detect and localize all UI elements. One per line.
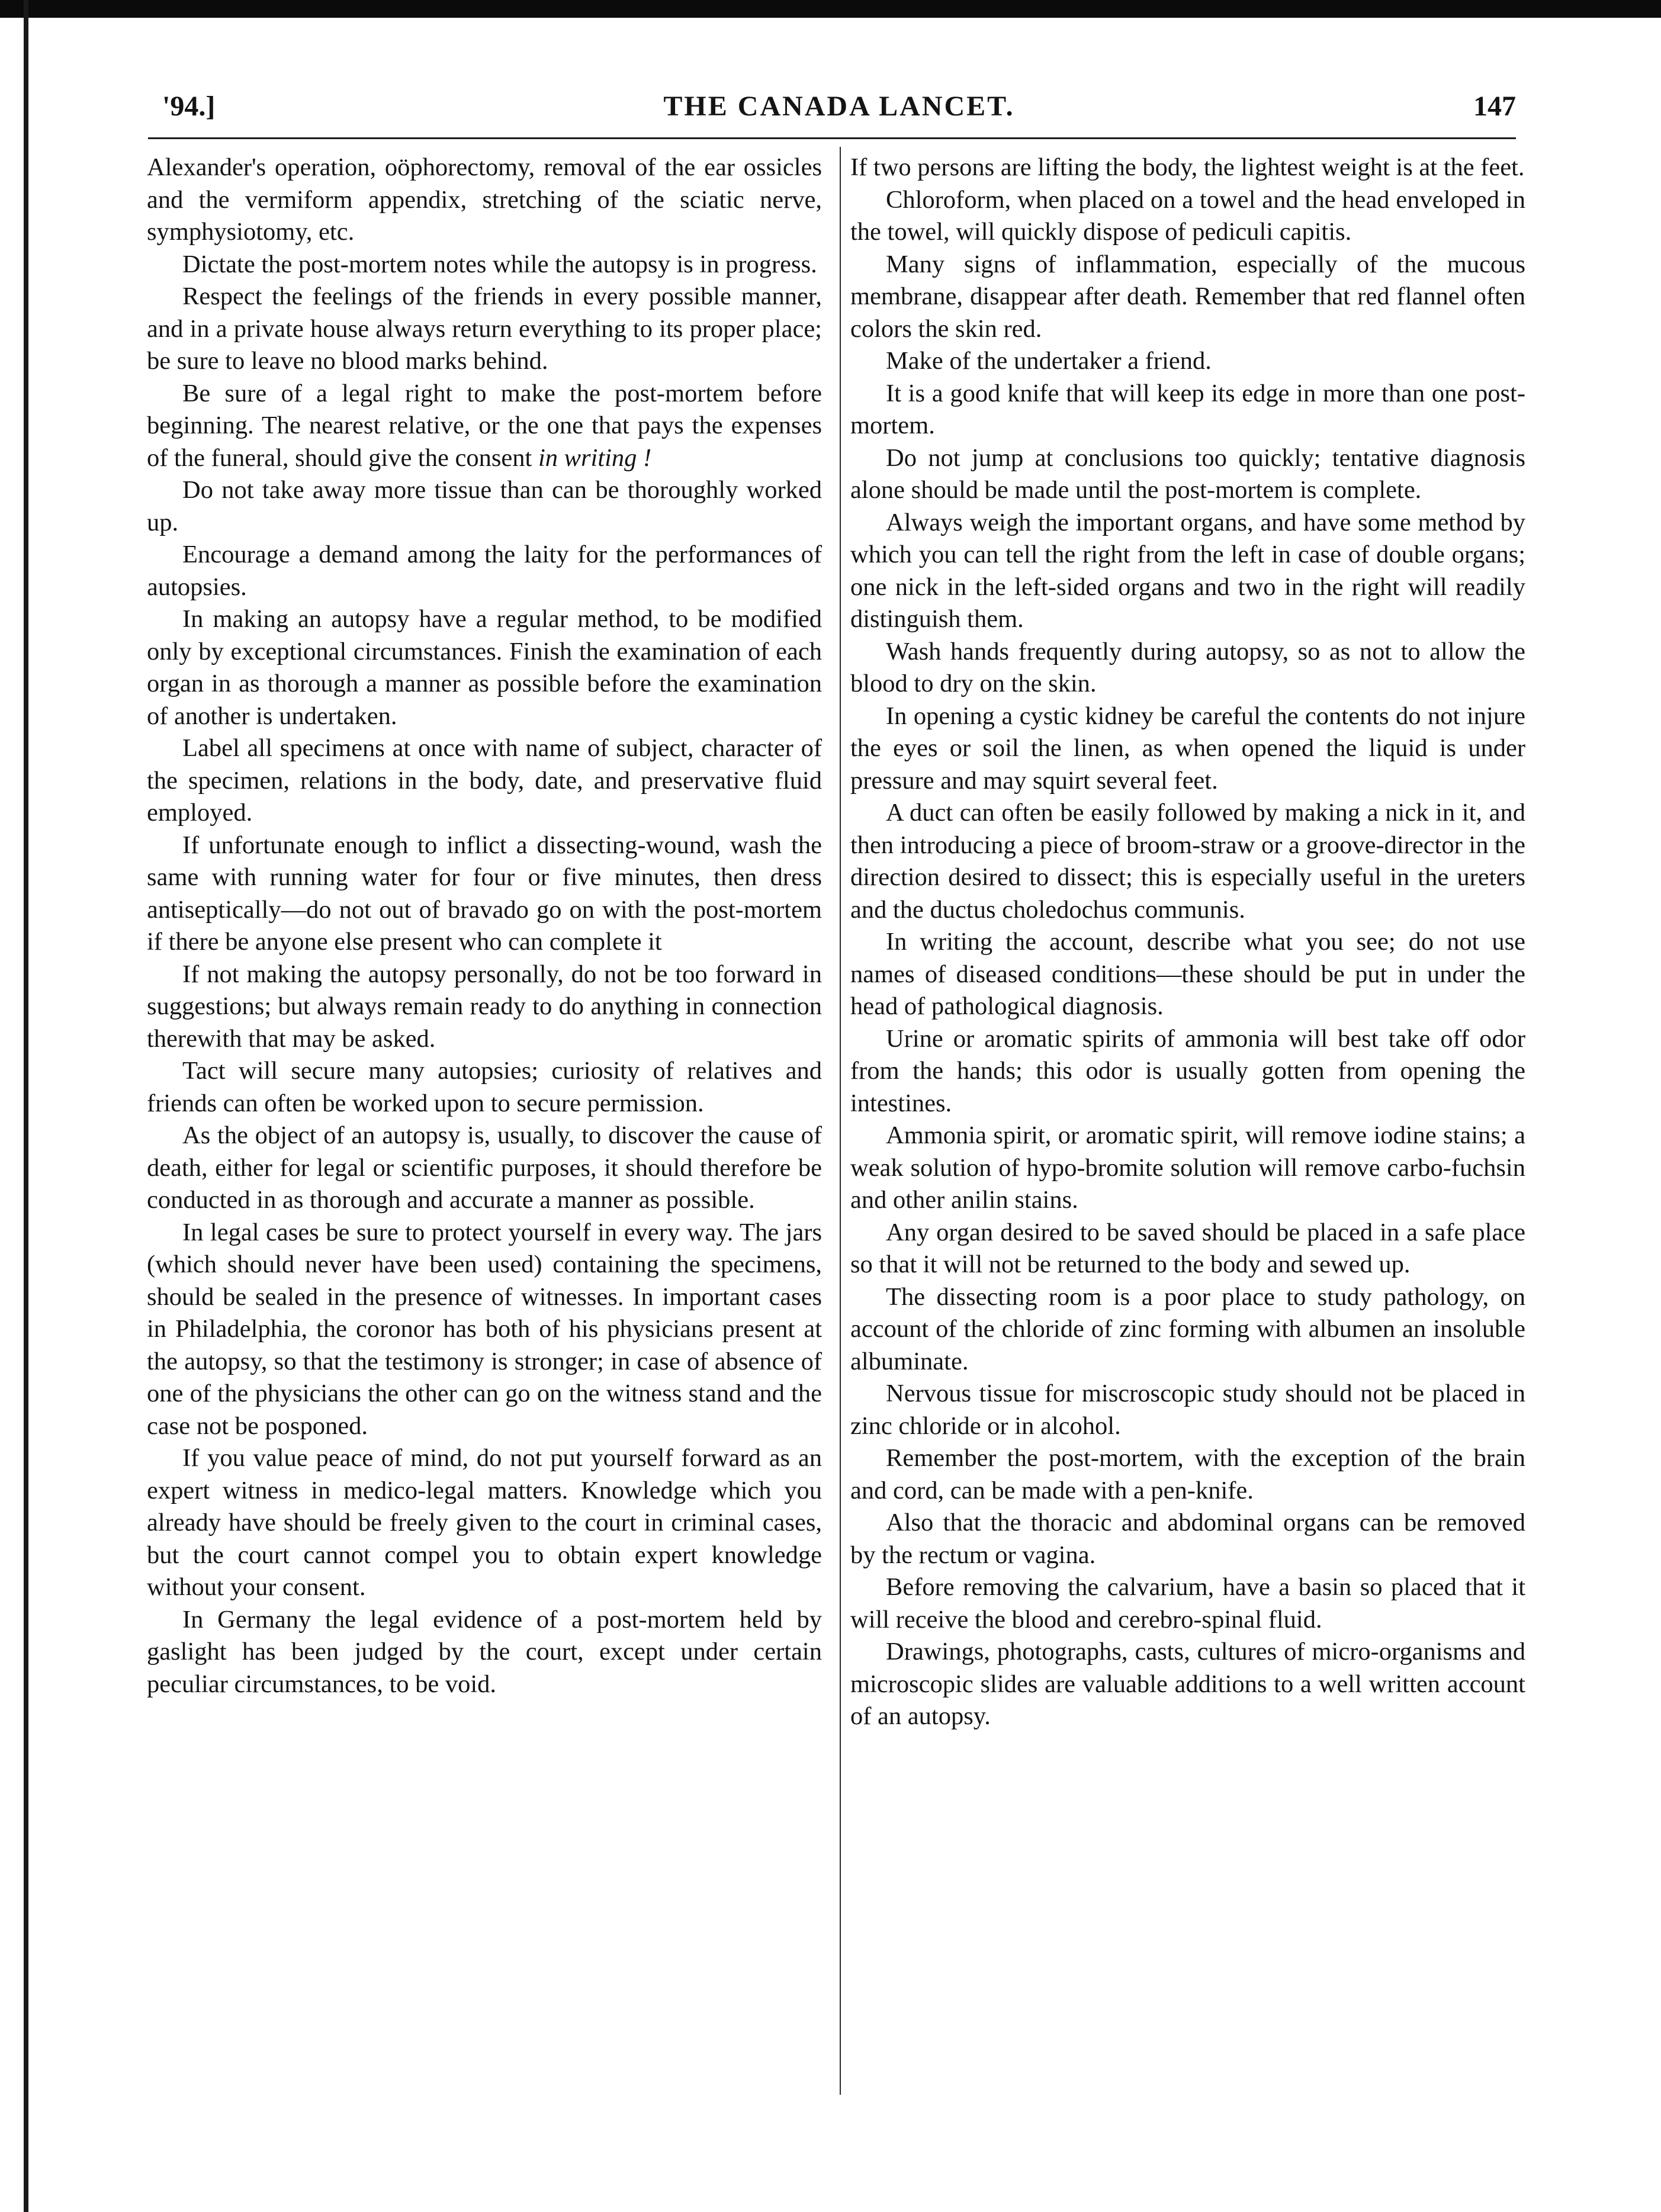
paragraph: Encourage a demand among the laity for the performances of autopsies.: [147, 541, 822, 601]
paragraph-text: Be sure of a legal right to make the post-mortem before beginning. The nearest relative, or the one that pays the expenses of the funeral, should give the consent: [147, 379, 822, 472]
running-header: [162, 83, 1516, 130]
paragraph: In writing the account, describe what you see; do not use names of diseased conditions—these should be put in under the head of pathological diagnosis.: [850, 928, 1525, 1020]
paragraph: Before removing the calvarium, have a basin so placed that it will receive the blood and cerebro-spinal fluid.: [850, 1573, 1525, 1634]
paragraph: Urine or aromatic spirits of ammonia will best take off odor from the hands; this odor is usually gotten from opening the intestines.: [850, 1024, 1525, 1117]
scan-edge-top: [0, 0, 1661, 18]
paragraph: It is a good knife that will keep its edge in more than one post-mortem.: [850, 379, 1525, 439]
paragraph: Label all specimens at once with name of subject, character of the specimen, relations in the body, date, and preservative fluid employed.: [147, 734, 822, 827]
paragraph: A duct can often be easily followed by making a nick in it, and then introducing a piece of broom-straw or a groove-director in the direction desired to dissect; this is especially useful in the ureters and the ductus choledochus communis.: [850, 799, 1526, 924]
right-column: [850, 152, 1525, 1733]
paragraph: Nervous tissue for miscroscopic study should not be placed in zinc chloride or in alcohol.: [850, 1380, 1525, 1440]
paragraph: In Germany the legal evidence of a post-mortem held by gaslight has been judged by the court, except under certain peculiar circumstances, to be void.: [147, 1605, 822, 1698]
emphasis-text: in writing !: [538, 443, 652, 472]
paragraph: Also that the thoracic and abdominal organs can be removed by the rectum or vagina.: [850, 1509, 1525, 1569]
paragraph: Chloroform, when placed on a towel and the head enveloped in the towel, will quickly dispose of pediculi capitis.: [850, 185, 1525, 246]
paragraph: If you value peace of mind, do not put yourself forward as an expert witness in medico-legal matters. Knowledge which you already have should be freely given to the court in criminal cases, but the court cannot compel you to obtain expert knowledge without your consent.: [147, 1444, 822, 1601]
paragraph: If unfortunate enough to inflict a dissecting-wound, wash the same with running water for four or five minutes, then dress antiseptically—do not out of bravado go on with the post-mortem if there be anyone else present who can complete it: [147, 831, 822, 956]
paragraph: Always weigh the important organs, and have some method by which you can tell the right from the left in case of double organs; one nick in the left-sided organs and two in the right will readily distinguish them.: [850, 508, 1525, 633]
paragraph: Do not take away more tissue than can be thoroughly worked up.: [147, 476, 822, 536]
page-number: 147: [1473, 91, 1516, 122]
header-year: '94.]: [162, 91, 216, 122]
paragraph: Tact will secure many autopsies; curiosity of relatives and friends can often be worked upon to secure permission.: [147, 1057, 822, 1117]
paragraph: As the object of an autopsy is, usually, to discover the cause of death, either for legal or scientific purposes, it should therefore be conducted in as thorough and accurate a manner as possible.: [147, 1121, 822, 1214]
column-divider: [840, 147, 841, 2095]
paragraph: Dictate the post-mortem notes while the autopsy is in progress.: [182, 250, 817, 278]
paragraph: If two persons are lifting the body, the lightest weight is at the feet.: [850, 153, 1525, 181]
journal-title: THE CANADA LANCET.: [663, 91, 1015, 122]
paragraph: Many signs of inflammation, especially of the mucous membrane, disappear after death. Remember that red flannel often colors the skin red.: [850, 250, 1525, 343]
paragraph: Make of the undertaker a friend.: [886, 347, 1212, 375]
paragraph: Alexander's operation, oöphorectomy, removal of the ear ossicles and the vermiform appendix, stretching of the sciatic nerve, symphysiotomy, etc.: [147, 153, 822, 246]
paragraph: In legal cases be sure to protect yourself in every way. The jars (which should never have been used) containing the specimens, should be sealed in the presence of witnesses. In important cases in Philadelphia, the coronor has both of his physicians present at the autopsy, so that the testimony is stronger; in case of absence of one of the physicians the other can go on the witness stand and the case not be posponed.: [147, 1218, 822, 1440]
paragraph: Wash hands frequently during autopsy, so as not to allow the blood to dry on the skin.: [850, 637, 1525, 697]
paragraph: In opening a cystic kidney be careful the contents do not injure the eyes or soil the linen, as when opened the liquid is under pressure and may squirt several feet.: [850, 702, 1525, 795]
header-rule: [148, 137, 1516, 139]
paragraph: Drawings, photographs, casts, cultures of micro-organisms and microscopic slides are valuable additions to a well written account of an autopsy.: [850, 1638, 1525, 1730]
paragraph: Any organ desired to be saved should be placed in a safe place so that it will not be returned to the body and sewed up.: [850, 1218, 1525, 1278]
paragraph: Respect the feelings of the friends in every possible manner, and in a private house always return everything to its proper place; be sure to leave no blood marks behind.: [147, 282, 822, 375]
paragraph: The dissecting room is a poor place to study pathology, on account of the chloride of zinc forming with albumen an insoluble albuminate.: [850, 1282, 1525, 1375]
paragraph: If not making the autopsy personally, do not be too forward in suggestions; but always remain ready to do anything in connection therewith that may be asked.: [147, 960, 822, 1053]
scan-edge-left: [24, 0, 28, 2212]
paragraph: In making an autopsy have a regular method, to be modified only by exceptional circumstances. Finish the examination of each organ in as thorough a manner as possible before the examination of another is undertaken.: [147, 605, 822, 730]
paragraph: Remember the post-mortem, with the exception of the brain and cord, can be made with a pen-knife.: [850, 1444, 1525, 1504]
paragraph: Do not jump at conclusions too quickly; tentative diagnosis alone should be made until the post-mortem is complete.: [850, 443, 1525, 504]
paragraph: [147, 378, 822, 475]
paragraph: Ammonia spirit, or aromatic spirit, will remove iodine stains; a weak solution of hypo-bromite solution will remove carbo-fuchsin and other anilin stains.: [850, 1121, 1525, 1214]
left-column: [147, 152, 822, 1700]
